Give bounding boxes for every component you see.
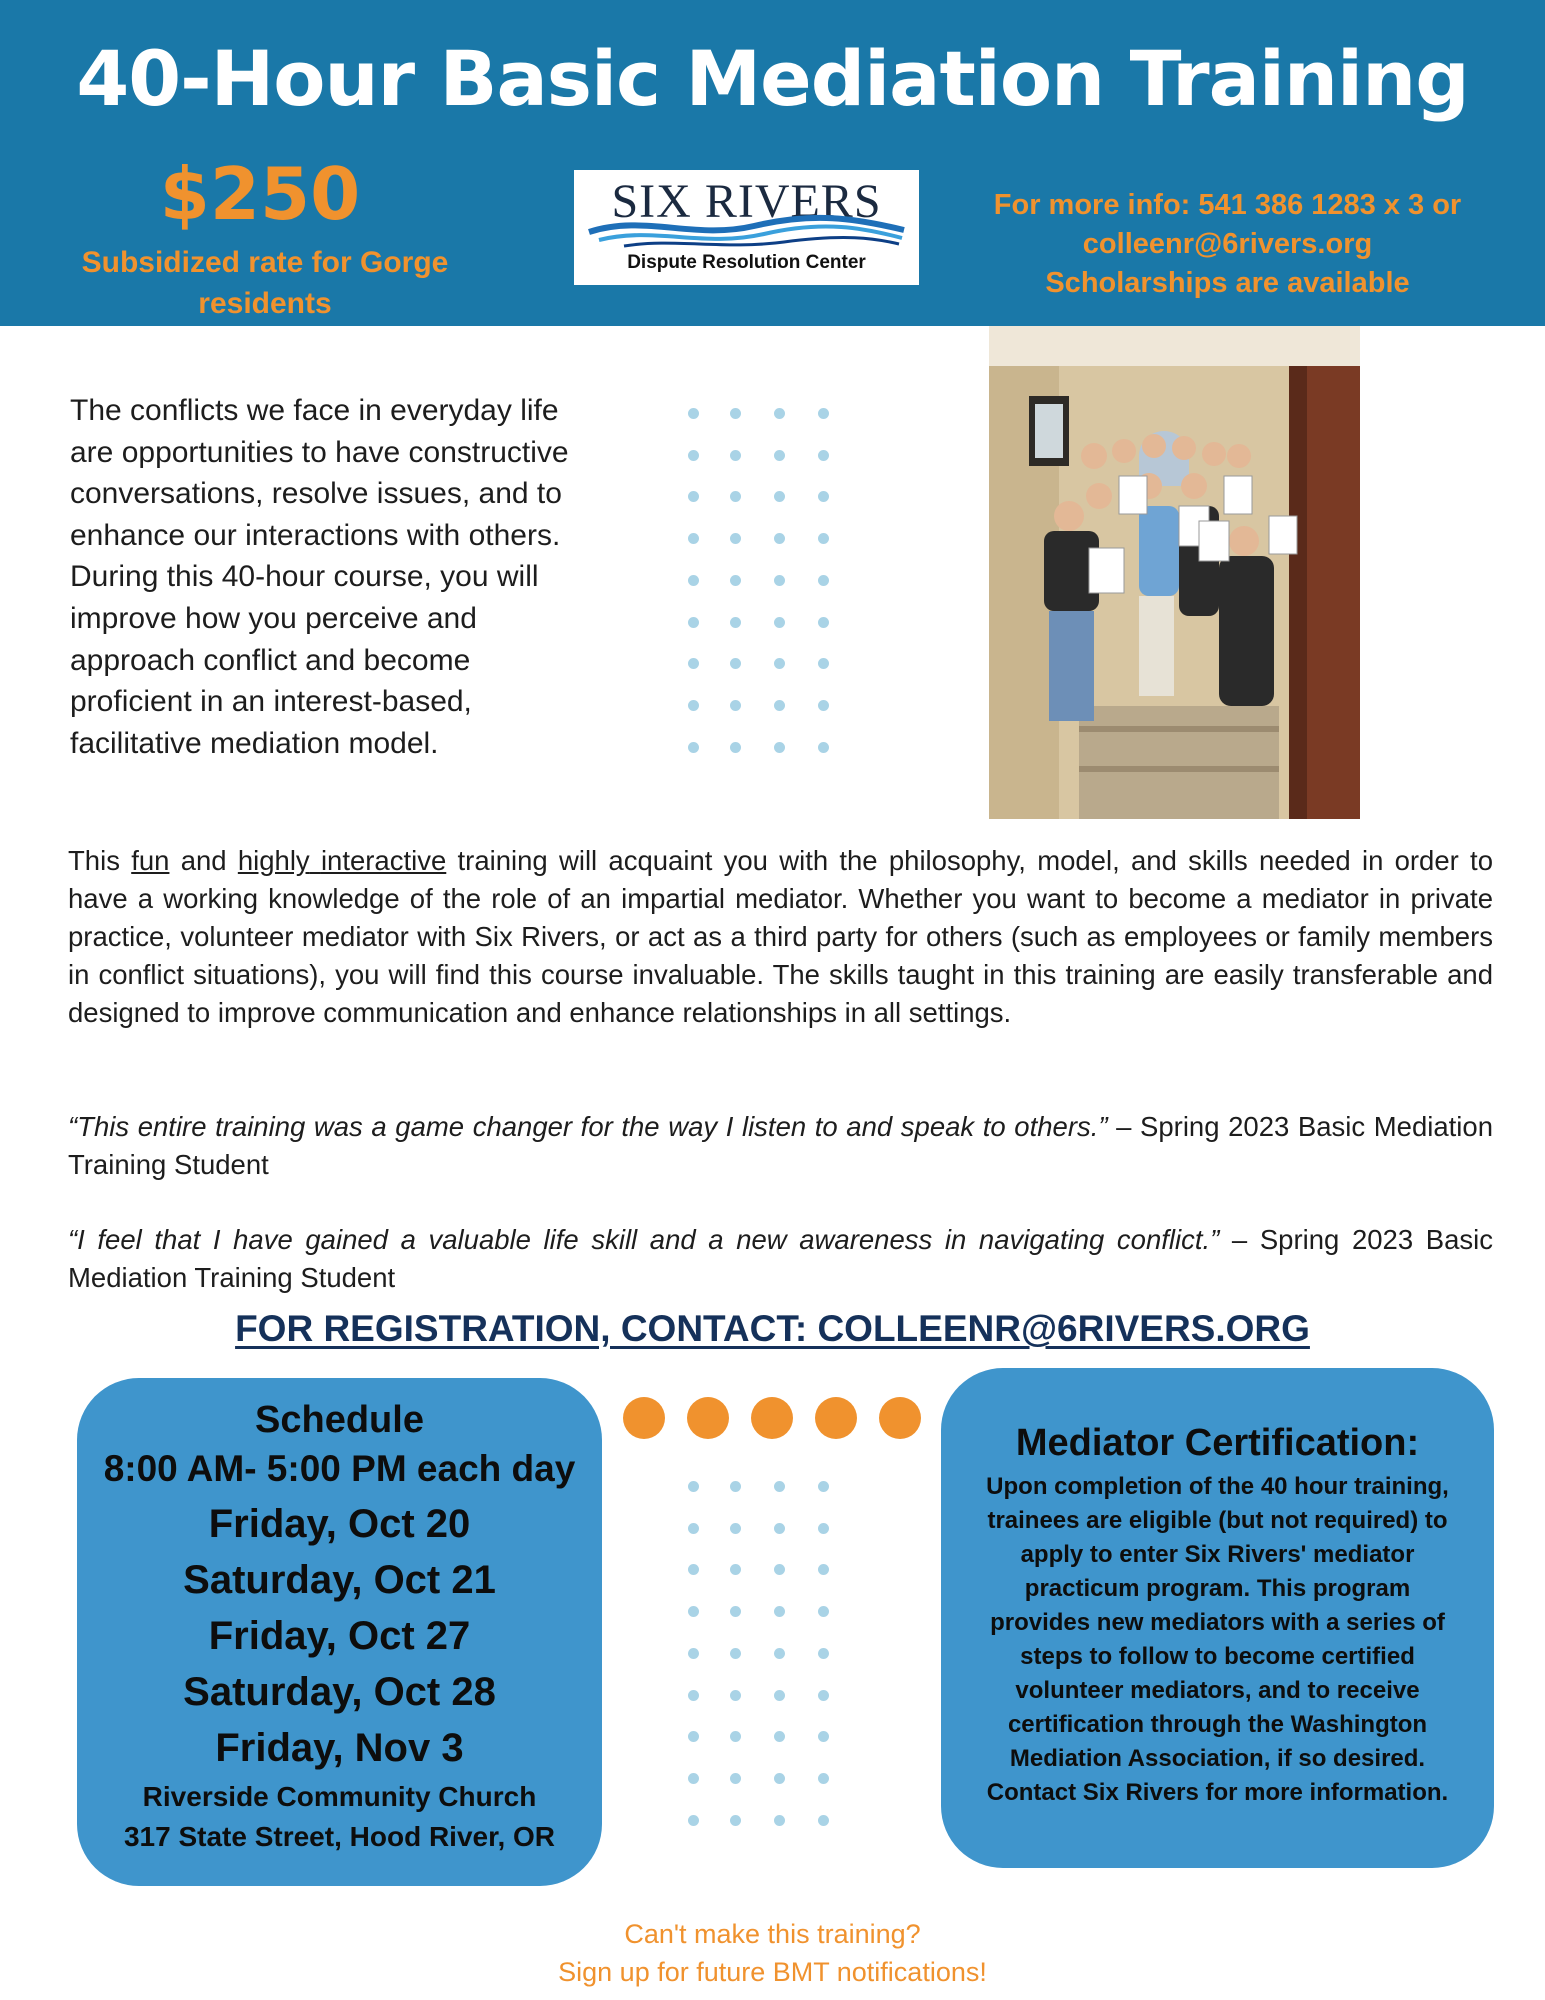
intro-line: facilitative mediation model. (70, 726, 439, 760)
intro-line: The conflicts we face in everyday life (70, 394, 559, 427)
decor-dot (774, 1606, 785, 1617)
decor-dot (730, 1648, 741, 1659)
certification-line: Mediation Association, if so desired. (1009, 1745, 1426, 1772)
intro-line: improve how you perceive and (70, 601, 477, 635)
decor-dot (818, 408, 829, 419)
testimonial-quote (68, 1108, 1493, 1184)
schedule-time: 8:00 AM- 5:00 PM each day (103, 1448, 576, 1489)
decor-dot (774, 408, 785, 419)
decor-dot (774, 617, 785, 628)
footer-notice[interactable] (0, 1915, 1545, 1991)
info-line: For more info: 541 386 1283 x 3 or (993, 189, 1462, 221)
quote-attribution: – Spring 2023 Basic Mediation Training Student (68, 1224, 1493, 1293)
price: $250 (159, 152, 361, 236)
decor-dot (774, 1773, 785, 1784)
decor-dot (688, 617, 699, 628)
body-text: highly (237, 845, 310, 876)
decor-dot (818, 617, 829, 628)
decor-dot (774, 575, 785, 586)
certification-title: Mediator Certification: (1015, 1422, 1420, 1464)
decor-dot (730, 491, 741, 502)
decor-dot (730, 617, 741, 628)
schedule-box (77, 1378, 602, 1886)
decor-dot (688, 1731, 699, 1742)
certification-box (941, 1368, 1494, 1868)
schedule-day: Saturday, Oct 21 (183, 1558, 496, 1602)
wave-icon (584, 210, 909, 250)
decor-dot (818, 1773, 829, 1784)
contact-info (960, 186, 1495, 303)
testimonial-quote (68, 1221, 1493, 1297)
decor-dot (688, 700, 699, 711)
six-rivers-logo (574, 170, 919, 285)
decor-dot (730, 1481, 741, 1492)
decor-dot (730, 533, 741, 544)
decor-dot (774, 491, 785, 502)
price-note-line: Subsidized rate for Gorge (81, 246, 449, 279)
decor-dot (774, 533, 785, 544)
decor-dot (818, 450, 829, 461)
decor-dot (774, 1648, 785, 1659)
page-title: 40-Hour Basic Mediation Training (76, 34, 1469, 123)
certification-line: trainees are eligible (but not required) to (987, 1507, 1448, 1534)
decor-dot (774, 1564, 785, 1575)
decor-dot (818, 575, 829, 586)
decor-dot (818, 1648, 829, 1659)
certification-line: practicum program. This program (1024, 1575, 1411, 1602)
description-paragraph (68, 842, 1493, 1032)
decor-dot (688, 1690, 699, 1701)
decor-dot (688, 1523, 699, 1534)
decor-dot (688, 742, 699, 753)
info-line: Scholarships are available (1045, 267, 1410, 299)
decor-dot (730, 742, 741, 753)
decor-dot (774, 700, 785, 711)
decor-dot (774, 1690, 785, 1701)
price-note (55, 242, 475, 324)
logo-subtitle: Dispute Resolution Center (627, 252, 866, 273)
decor-dot (688, 491, 699, 502)
intro-line: enhance our interactions with others. (70, 518, 561, 552)
decor-dot (688, 575, 699, 586)
decor-dot (818, 700, 829, 711)
group-photo (989, 326, 1360, 819)
decor-dot (730, 575, 741, 586)
certification-line: Upon completion of the 40 hour training, (986, 1473, 1449, 1500)
decor-dot (774, 1481, 785, 1492)
decor-dot (774, 450, 785, 461)
body-text: This (68, 845, 120, 876)
decor-dot (818, 742, 829, 753)
decor-dot (774, 658, 785, 669)
decor-dot (818, 1606, 829, 1617)
intro-line: proficient in an interest-based, (70, 685, 472, 719)
decor-dot (730, 1815, 741, 1826)
footer-signup-link[interactable]: Sign up for future BMT notifications! (558, 1957, 987, 1987)
body-text: training will acquaint you with the philosophy, model, and skills needed in order to have a working knowledge of the role of an impartial mediator. Whether you want to become a mediator in private practice, volunteer mediator with Six Rivers, or act as a third party for others (such as employees or family members in conflict situations), you will find this course invaluable. The skills taught in this training are easily transferable and designed to improve communication and enhance relationships in all settings. (68, 845, 1493, 1028)
intro-paragraph (70, 390, 650, 764)
decor-dot (730, 700, 741, 711)
decor-dot (818, 1523, 829, 1534)
decor-dot (730, 1564, 741, 1575)
intro-line: conversations, resolve issues, and to (70, 477, 562, 511)
body-text: interactive (320, 845, 447, 876)
price-note-line: residents (198, 287, 332, 320)
fun-emphasis: fun (131, 845, 170, 876)
orange-dot (687, 1397, 729, 1439)
decor-dot (730, 1606, 741, 1617)
decor-dot (774, 1523, 785, 1534)
intro-line: approach conflict and become (70, 643, 471, 677)
intro-line: During this 40-hour course, you will (70, 560, 539, 594)
decor-dot (774, 1731, 785, 1742)
certification-line: steps to follow to become certified (1020, 1643, 1415, 1670)
decor-dot (688, 408, 699, 419)
decor-dot (818, 1564, 829, 1575)
decor-dot (688, 1481, 699, 1492)
logo-name: SIX RIVERS (611, 175, 882, 228)
decor-dot (688, 1648, 699, 1659)
footer-line: Can't make this training? (624, 1919, 921, 1949)
certification-line: volunteer mediators, and to receive (1015, 1677, 1420, 1704)
decor-dot (730, 1690, 741, 1701)
decor-dot (730, 658, 741, 669)
schedule-day: Saturday, Oct 28 (183, 1670, 496, 1714)
certification-text (959, 1470, 1476, 1810)
decor-dot (688, 1773, 699, 1784)
decor-dot (818, 1731, 829, 1742)
body-text: and (180, 845, 227, 876)
decor-dot (818, 1481, 829, 1492)
schedule-day: Friday, Oct 20 (208, 1502, 471, 1546)
orange-dot (751, 1397, 793, 1439)
schedule-venue: Riverside Community Church (142, 1781, 537, 1812)
intro-line: are opportunities to have constructive (70, 435, 569, 469)
decor-dot (818, 1690, 829, 1701)
certification-line: provides new mediators with a series of (990, 1609, 1445, 1636)
schedule-day: Friday, Oct 27 (208, 1614, 471, 1658)
certification-line: Contact Six Rivers for more information. (986, 1779, 1449, 1806)
orange-dot (879, 1397, 921, 1439)
quote-attribution: – Spring 2023 Basic Mediation Training Student (68, 1111, 1493, 1180)
decor-dot (818, 658, 829, 669)
decor-dot (688, 1564, 699, 1575)
decor-dot (688, 658, 699, 669)
info-email[interactable]: colleenr@6rivers.org (1082, 228, 1373, 260)
highly-interactive-emphasis (238, 845, 446, 876)
orange-dot (623, 1397, 665, 1439)
decor-dot (730, 1773, 741, 1784)
registration-contact-link[interactable]: FOR REGISTRATION, CONTACT: COLLEENR@6RIVERS.ORG (235, 1308, 1310, 1349)
certification-line: certification through the Washington (1007, 1711, 1428, 1738)
decor-dot (688, 1606, 699, 1617)
orange-dot (815, 1397, 857, 1439)
certification-line: apply to enter Six Rivers' mediator (1020, 1541, 1415, 1568)
decor-dot (818, 1815, 829, 1826)
decor-dot (688, 450, 699, 461)
decor-dot (774, 742, 785, 753)
schedule-heading: Schedule (255, 1399, 424, 1441)
decor-dot (730, 1731, 741, 1742)
decor-dot (730, 408, 741, 419)
schedule-day: Friday, Nov 3 (215, 1726, 464, 1770)
decor-dot (774, 1815, 785, 1826)
decor-dot (730, 450, 741, 461)
decor-dot (688, 533, 699, 544)
schedule-address: 317 State Street, Hood River, OR (123, 1821, 556, 1852)
quote-text: “I feel that I have gained a valuable life skill and a new awareness in navigating conflict.” (68, 1224, 1220, 1255)
decor-dot (688, 1815, 699, 1826)
decor-dot (818, 491, 829, 502)
quote-text: “This entire training was a game changer for the way I listen to and speak to others.” (68, 1111, 1108, 1142)
header-banner (0, 0, 1545, 326)
decor-dot (818, 533, 829, 544)
decor-dot (730, 1523, 741, 1534)
